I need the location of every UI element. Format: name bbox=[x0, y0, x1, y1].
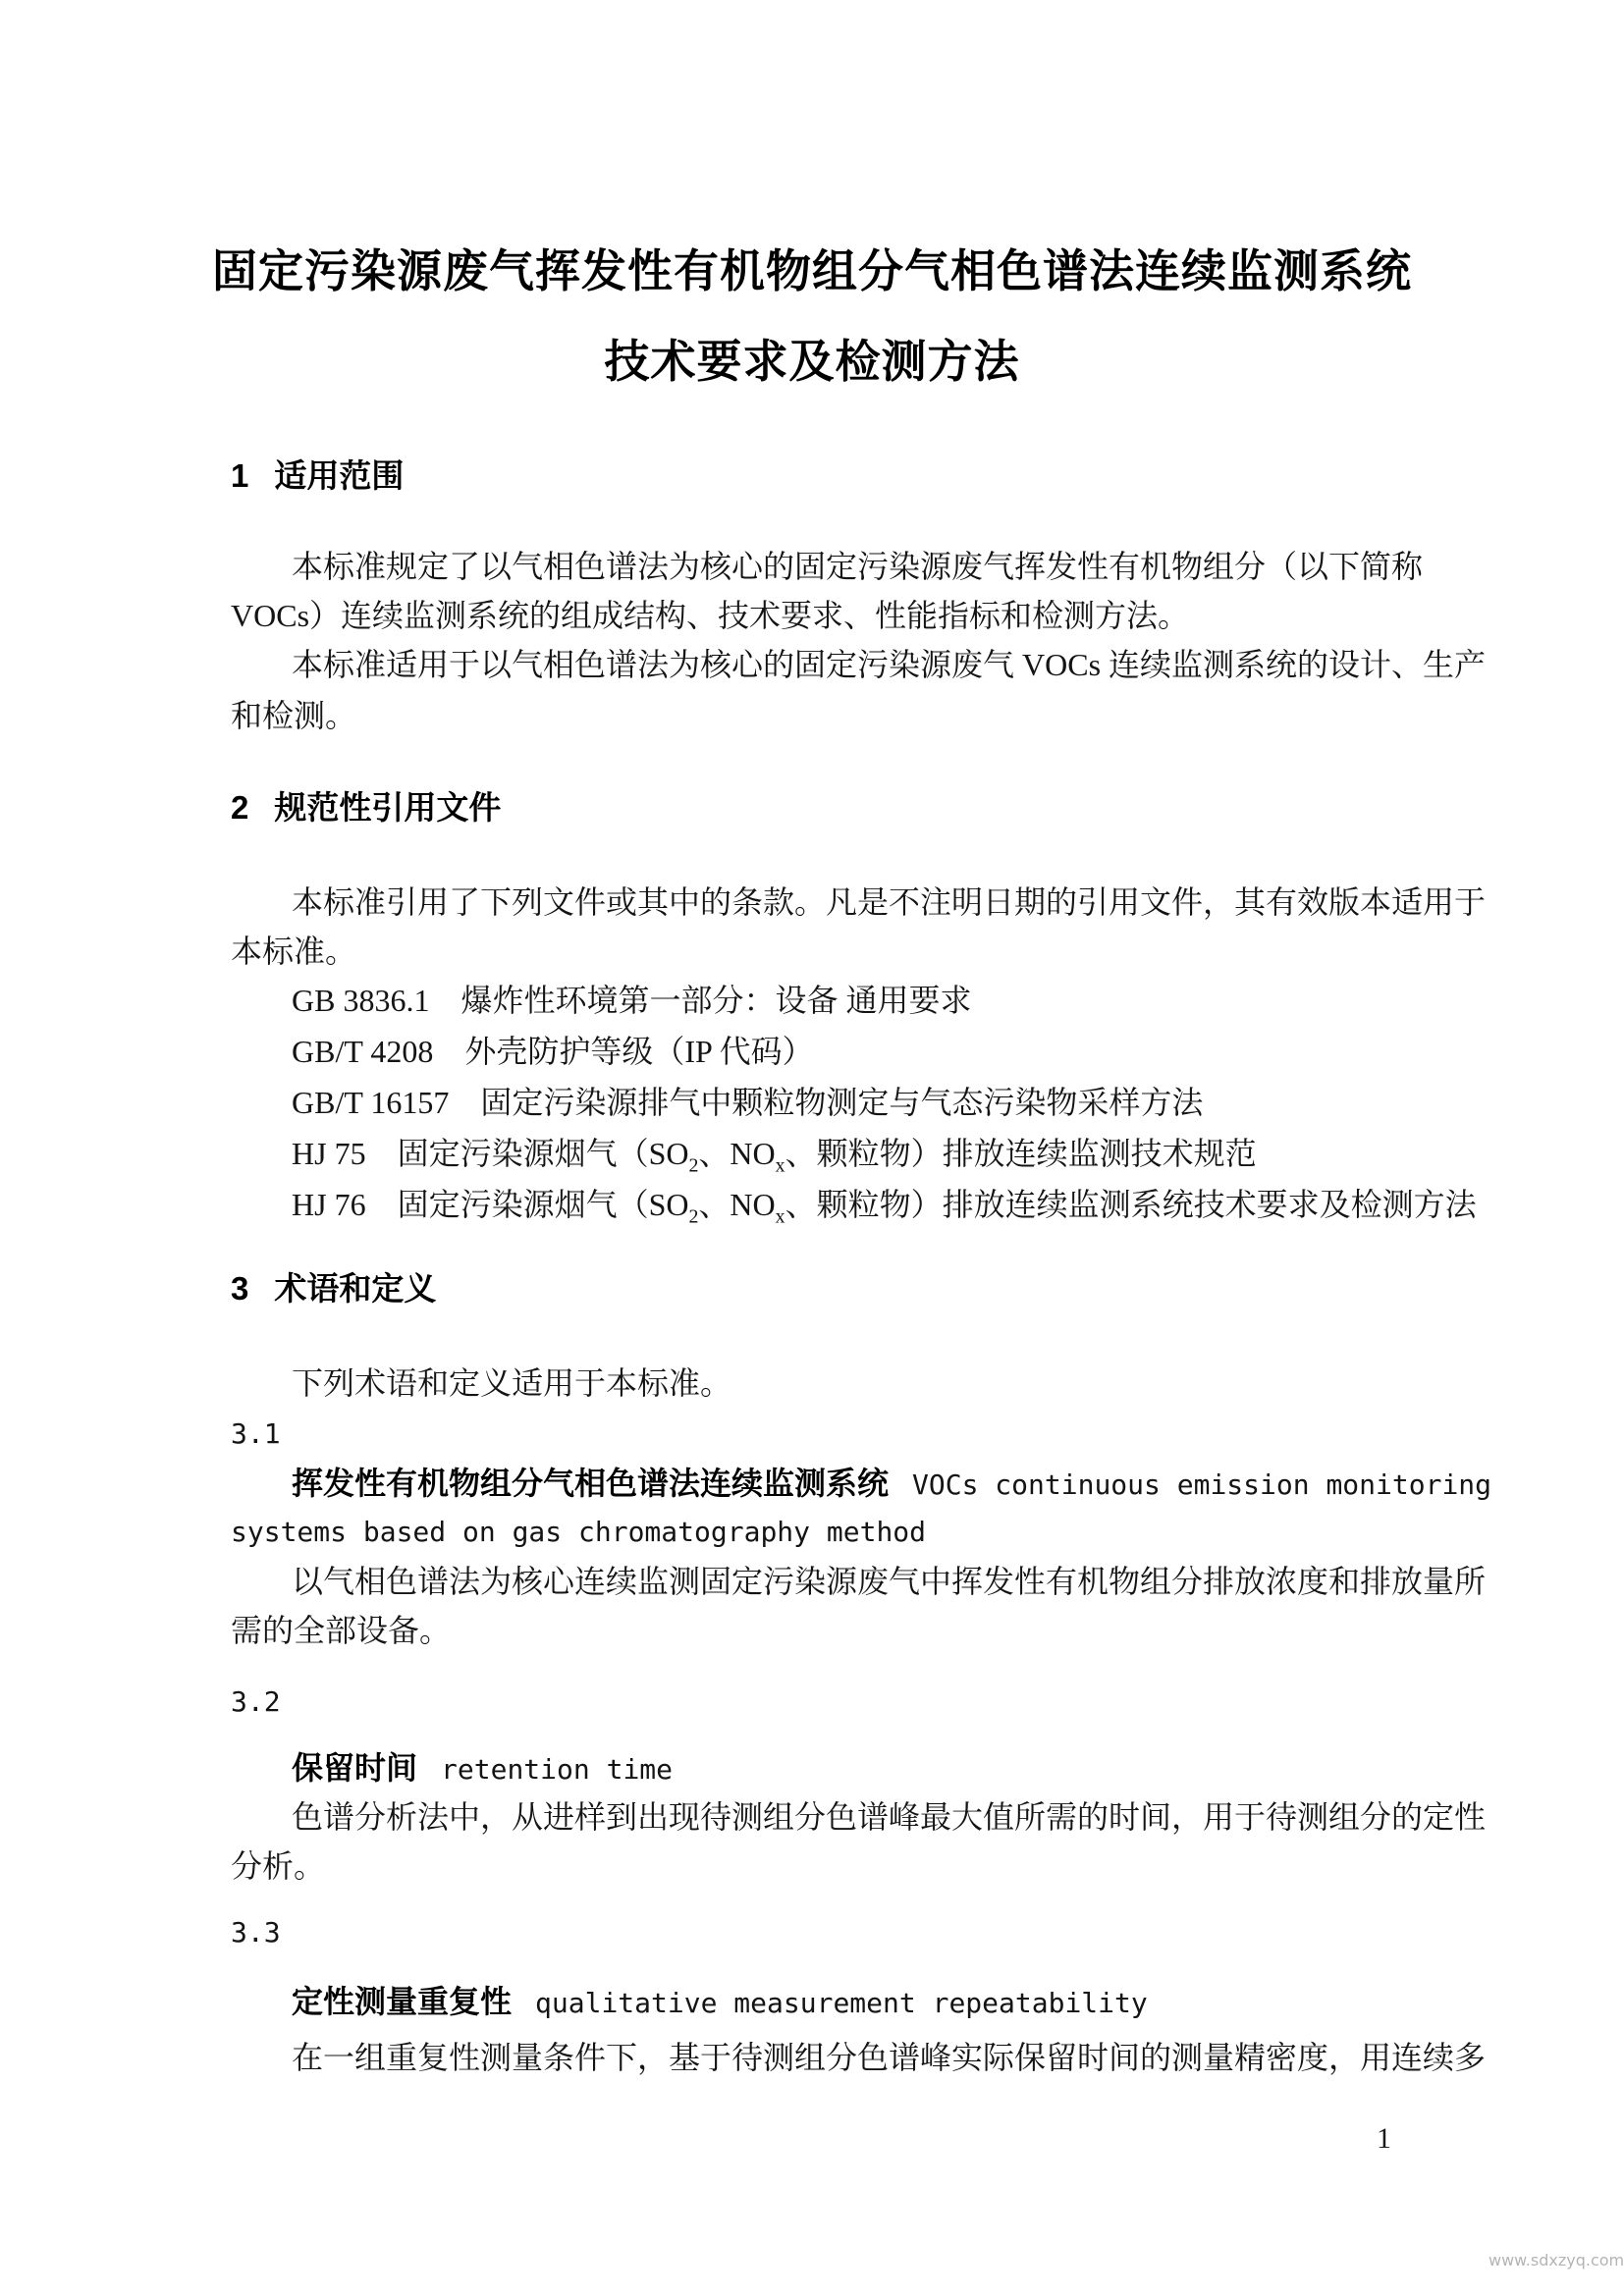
section-2-heading bbox=[231, 787, 1507, 828]
watermark: www.sdxzyq.com bbox=[1489, 2251, 1624, 2269]
doc-title-line-2: 技术要求及检测方法 bbox=[604, 336, 1020, 387]
term-title-en: VOCs continuous emission monitoring bbox=[912, 1468, 1492, 1501]
definition-line: 在一组重复性测量条件下，基于待测组分色谱峰实际保留时间的测量精密度，用连续多 bbox=[292, 2040, 1487, 2075]
definition-line: 需的全部设备。 bbox=[231, 1613, 452, 1648]
reference-item: GB/T 4208 外壳防护等级（IP 代码） bbox=[292, 1034, 814, 1069]
term-title-en: retention time bbox=[441, 1753, 674, 1786]
term-title-zh: 保留时间 bbox=[292, 1750, 418, 1786]
subscript: x bbox=[775, 1205, 785, 1228]
paragraph-line: 和检测。 bbox=[231, 698, 357, 733]
paragraph-line: VOCs）连续监测系统的组成结构、技术要求、性能指标和检测方法。 bbox=[231, 598, 1190, 633]
term-title-zh: 定性测量重复性 bbox=[292, 1984, 513, 2019]
section-title: 适用范围 bbox=[274, 457, 405, 494]
section-title: 术语和定义 bbox=[274, 1270, 437, 1307]
paragraph-line: 本标准适用于以气相色谱法为核心的固定污染源废气 VOCs 连续监测系统的设计、生产 bbox=[292, 647, 1487, 682]
reference-item: GB 3836.1 爆炸性环境第一部分：设备 通用要求 bbox=[292, 983, 972, 1018]
section-number: 3 bbox=[231, 1270, 249, 1307]
paragraph-line: 下列术语和定义适用于本标准。 bbox=[292, 1365, 732, 1401]
definition-line: 以气相色谱法为核心连续监测固定污染源废气中挥发性有机物组分排放浓度和排放量所 bbox=[292, 1564, 1487, 1599]
subscript: 2 bbox=[688, 1154, 699, 1177]
term-title bbox=[231, 1747, 1568, 1790]
subscript: x bbox=[775, 1154, 785, 1177]
section-1-heading bbox=[231, 455, 1507, 497]
subscript: 2 bbox=[688, 1205, 699, 1228]
paragraph-line: 本标准规定了以气相色谱法为核心的固定污染源废气挥发性有机物组分（以下简称 bbox=[292, 549, 1424, 584]
term-title-en: qualitative measurement repeatability bbox=[535, 1987, 1148, 2019]
reference-item: HJ 76 固定污染源烟气（$SO_2$、$NO_x$、颗粒物）排放连续监测系统技术要求及检测方法 bbox=[292, 1187, 1477, 1228]
definition-line: 分析。 bbox=[231, 1848, 326, 1884]
reference-item: GB/T 16157 固定污染源排气中颗粒物测定与气态污染物采样方法 bbox=[292, 1085, 1204, 1120]
term-number: 3.1 bbox=[231, 1417, 281, 1450]
section-number: 2 bbox=[231, 789, 249, 826]
paragraph-line: 本标准。 bbox=[231, 934, 357, 969]
section-3-heading bbox=[231, 1268, 1507, 1309]
doc-title-line-1: 固定污染源废气挥发性有机物组分气相色谱法连续监测系统 bbox=[212, 245, 1412, 296]
reference-item: HJ 75 固定污染源烟气（$SO_2$、$NO_x$、颗粒物）排放连续监测技术规范 bbox=[292, 1136, 1257, 1177]
page-number: 1 bbox=[1377, 2122, 1391, 2155]
definition-line: 色谱分析法中，从进样到出现待测组分色谱峰最大值所需的时间，用于待测组分的定性 bbox=[292, 1799, 1487, 1835]
term-number: 3.3 bbox=[231, 1916, 281, 1949]
term-number: 3.2 bbox=[231, 1685, 281, 1718]
term-title-en-line2: systems based on gas chromatography method bbox=[231, 1516, 927, 1548]
section-number: 1 bbox=[231, 457, 249, 494]
section-title: 规范性引用文件 bbox=[274, 789, 502, 826]
term-title-zh: 挥发性有机物组分气相色谱法连续监测系统 bbox=[292, 1466, 890, 1501]
term-title bbox=[231, 1463, 1568, 1506]
paragraph-line: 本标准引用了下列文件或其中的条款。凡是不注明日期的引用文件，其有效版本适用于 bbox=[292, 884, 1487, 920]
term-title bbox=[231, 1981, 1568, 2024]
